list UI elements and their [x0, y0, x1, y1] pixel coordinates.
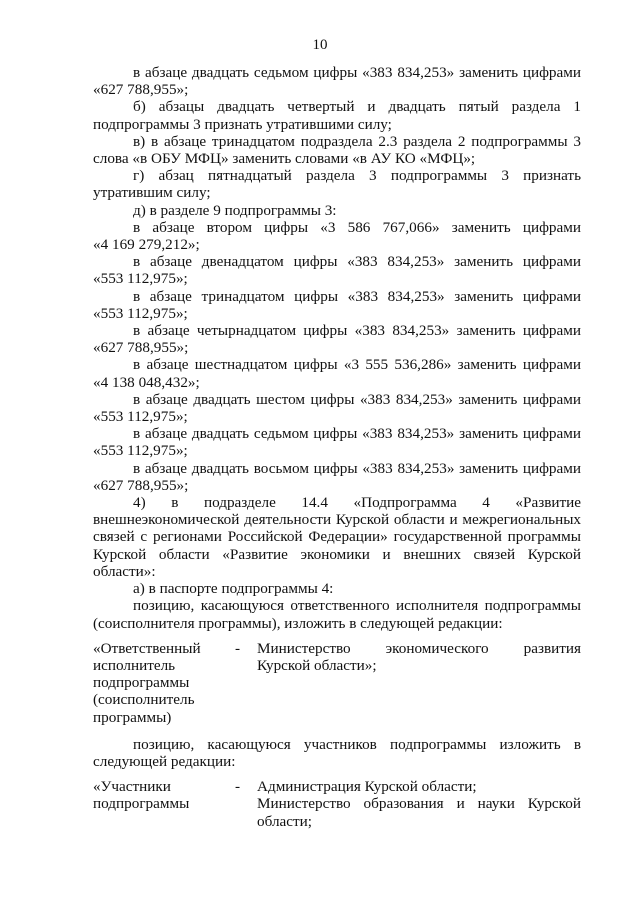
- text-line: позицию, касающуюся ответственного исполнителя подпрограммы: [133, 597, 581, 615]
- text-line: «553 112,975»;: [93, 442, 188, 460]
- text-line: в абзаце двенадцатом цифры «383 834,253» заменить цифрами: [133, 253, 581, 271]
- text-line: «553 112,975»;: [93, 270, 188, 288]
- table1-dash: -: [235, 639, 241, 657]
- text-line: внешнеэкономической деятельности Курской области и межрегиональных: [93, 511, 581, 529]
- participants-table: [93, 778, 581, 830]
- text-line: а) в паспорте подпрограммы 4:: [133, 580, 334, 598]
- table2-right-column: [257, 778, 581, 830]
- table-cell-line: Министерство экономического развития: [257, 639, 581, 657]
- text-line: в) в абзаце тринадцатом подраздела 2.3 раздела 2 подпрограммы 3: [133, 132, 581, 150]
- table-cell-line: Министерство образования и науки Курской: [257, 795, 581, 813]
- text-line: следующей редакции:: [93, 752, 236, 770]
- page-number: 10: [312, 37, 328, 53]
- text-line: д) в разделе 9 подпрограммы 3:: [133, 201, 337, 219]
- table-cell-line: исполнитель: [93, 656, 176, 674]
- text-line: Курской области «Развитие экономики и внешних связей Курской: [93, 545, 581, 563]
- table2-left-column: [93, 778, 235, 830]
- text-line: в абзаце двадцать восьмом цифры «383 834,253» заменить цифрами: [133, 459, 581, 477]
- text-line: 4) в подразделе 14.4 «Подпрограмма 4 «Развитие: [133, 494, 581, 512]
- text-line: «627 788,955»;: [93, 476, 189, 494]
- text-line: в абзаце двадцать седьмом цифры «383 834,253» заменить цифрами: [133, 64, 581, 81]
- text-line: в абзаце двадцать шестом цифры «383 834,253» заменить цифрами: [133, 390, 581, 408]
- text-line: связей с регионами Российской Федерации» государственной программы: [93, 528, 581, 546]
- text-line: г) абзац пятнадцатый раздела 3 подпрограммы 3 признать: [133, 167, 581, 185]
- text-line: «553 112,975»;: [93, 408, 188, 426]
- text-line: области»:: [93, 562, 156, 580]
- text-line: «4 138 048,432»;: [93, 373, 200, 391]
- table1-right-column: [257, 640, 581, 726]
- paragraphs-block-1: [93, 64, 581, 632]
- text-line: слова «в ОБУ МФЦ» заменить словами «в АУ КО «МФЦ»;: [93, 150, 476, 168]
- text-line: «627 788,955»;: [93, 81, 189, 99]
- text-line: утратившим силу;: [93, 184, 211, 202]
- text-line: в абзаце втором цифры «3 586 767,066» заменить цифрами: [133, 218, 581, 236]
- text-line: в абзаце тринадцатом цифры «383 834,253» заменить цифрами: [133, 287, 581, 305]
- text-line: «4 169 279,212»;: [93, 236, 200, 254]
- table2-dash: -: [235, 778, 241, 796]
- text-line: «627 788,955»;: [93, 339, 189, 357]
- table-cell-line: программы): [93, 708, 172, 726]
- paragraphs-block-2: [93, 736, 581, 770]
- table1-left-column: [93, 640, 235, 726]
- table-cell-line: Курской области»;: [257, 656, 377, 674]
- document-body: [93, 64, 581, 830]
- text-line: подпрограммы 3 признать утратившими силу;: [93, 115, 392, 133]
- table-cell-line: подпрограммы: [93, 674, 190, 692]
- text-line: в абзаце двадцать седьмом цифры «383 834,253» заменить цифрами: [133, 425, 581, 443]
- responsible-executor-table: [93, 640, 581, 726]
- text-line: позицию, касающуюся участников подпрограммы изложить в: [133, 735, 581, 753]
- table-cell-line: «Участники: [93, 778, 171, 796]
- table-cell-line: подпрограммы: [93, 795, 190, 813]
- text-line: б) абзацы двадцать четвертый и двадцать пятый раздела 1: [133, 98, 581, 116]
- table-cell-line: Администрация Курской области;: [257, 778, 477, 796]
- table-cell-line: (соисполнитель: [93, 691, 195, 709]
- text-line: «553 112,975»;: [93, 304, 188, 322]
- text-line: в абзаце четырнадцатом цифры «383 834,253» заменить цифрами: [133, 322, 581, 340]
- table-cell-line: области;: [257, 812, 312, 830]
- text-line: в абзаце шестнадцатом цифры «3 555 536,286» заменить цифрами: [133, 356, 581, 374]
- table-cell-line: «Ответственный: [93, 639, 201, 657]
- text-line: (соисполнителя программы), изложить в следующей редакции:: [93, 614, 503, 632]
